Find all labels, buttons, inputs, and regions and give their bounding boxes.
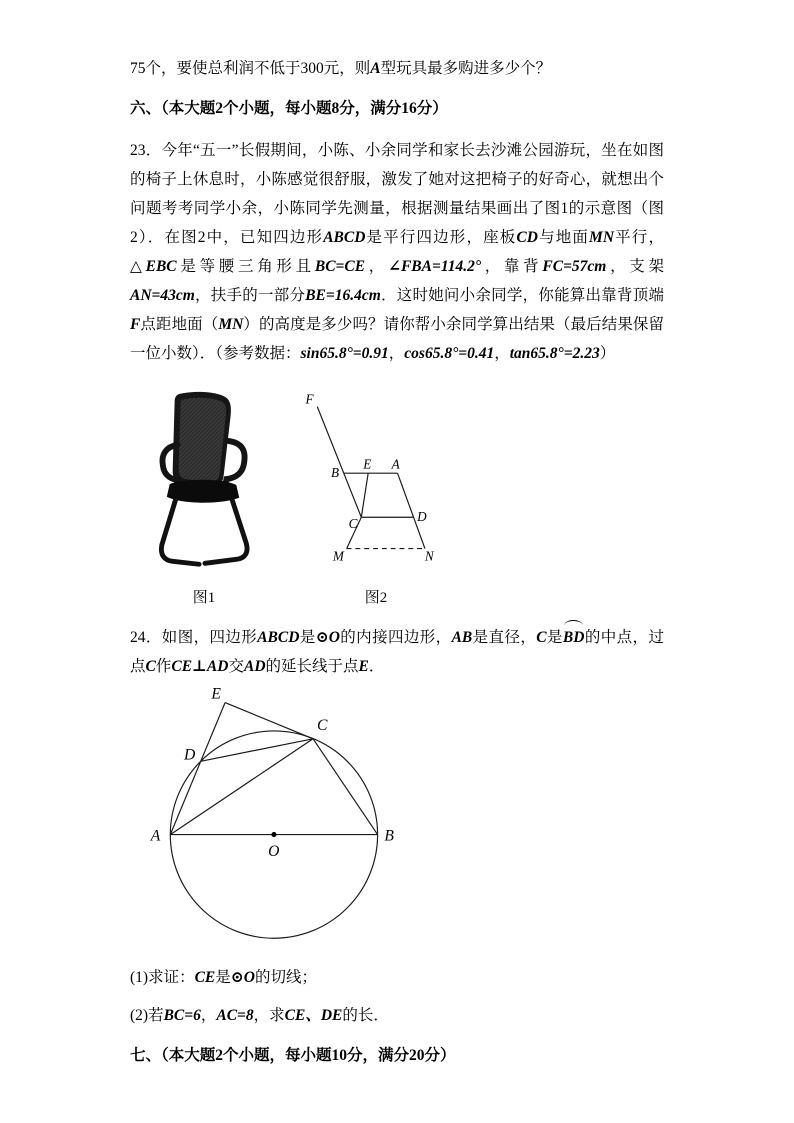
figure-1-caption: 图1 <box>192 590 216 606</box>
figure-1-box <box>140 390 268 607</box>
section-6-header: 六、（本大题2个小题，每小题8分，满分16分） <box>130 100 448 117</box>
section-7-header: 七、（本大题2个小题，每小题10分，满分20分） <box>130 1047 456 1064</box>
circle-label-A: A <box>150 827 161 845</box>
problem-22-continuation-line: 75个，要使总利润不低于300元，则A型玩具最多购进多少个？ <box>130 60 552 77</box>
chair-illustration <box>140 390 268 576</box>
circle-line-AE <box>170 703 225 835</box>
fig2-line-EC <box>361 473 368 517</box>
fig2-label-A: A <box>391 456 400 472</box>
figure-2-caption: 图2 <box>364 590 388 606</box>
chair-leg-right <box>205 501 247 564</box>
center-point-O <box>271 832 276 837</box>
fig2-label-E: E <box>363 456 372 472</box>
chair-leg-left <box>161 500 199 565</box>
fig2-label-N: N <box>424 548 434 564</box>
problem-24-question-2: (2)若BC=6，AC=8，求CE、DE的长． <box>130 1007 389 1024</box>
circle-label-B: B <box>384 827 394 845</box>
chair-mesh <box>179 398 227 482</box>
fig2-label-M: M <box>332 548 344 564</box>
circle-line-EC <box>225 703 313 739</box>
chair-schematic-diagram <box>296 390 456 576</box>
fig2-label-B: B <box>330 465 340 481</box>
circle-label-D: D <box>184 746 196 764</box>
problem-24-figure <box>130 685 664 954</box>
chair-armrest-right <box>225 441 245 488</box>
circle-diagram <box>142 685 402 949</box>
problem-23-text: 23．今年“五一”长假期间，小陈、小余同学和家长去沙滩公园游玩，坐在如图的椅子上休息时，小陈感觉很舒服，激发了她对这把椅子的好奇心，就想出个问题考考同学小余，小陈同学先测量，根据测量结果画出了图1的示意图（图2）．在图2中，已知四边形ABCD是平行四边形，座板CD与地面MN平行，△EBC是等腰三角形且BC=CE，∠FBA=114.2°，靠背FC=57cm，支架AN=43cm，扶手的一部分BE=16.4cm．这时她问小余同学，你能算出靠背顶端F点距地面（MN）的高度是多少吗？请你帮小余同学算出结果（最后结果保留一位小数）．（参考数据：sin65.8°=0.91，cos65.8°=0.41，tan65.8°=2.23） <box>130 142 664 362</box>
problem-24-text: 24．如图，四边形ABCD是⊙O的内接四边形，AB是直径，C是BD的中点，过点C作CE⊥AD交AD的延长线于点E． <box>130 623 664 681</box>
fig2-label-F: F <box>305 391 314 407</box>
problem-23-figure-row <box>130 390 664 607</box>
fig2-line-FC <box>317 407 361 518</box>
circle-label-O: O <box>268 843 280 861</box>
problem-24-question-1: (1)求证：CE是⊙O的切线； <box>130 969 317 986</box>
fig2-label-C: C <box>348 516 358 532</box>
figure-2-box <box>296 390 456 607</box>
circle-label-E: E <box>211 685 221 703</box>
fig2-label-D: D <box>417 509 427 525</box>
circle-label-C: C <box>316 716 328 734</box>
circle-line-CB <box>313 739 378 835</box>
